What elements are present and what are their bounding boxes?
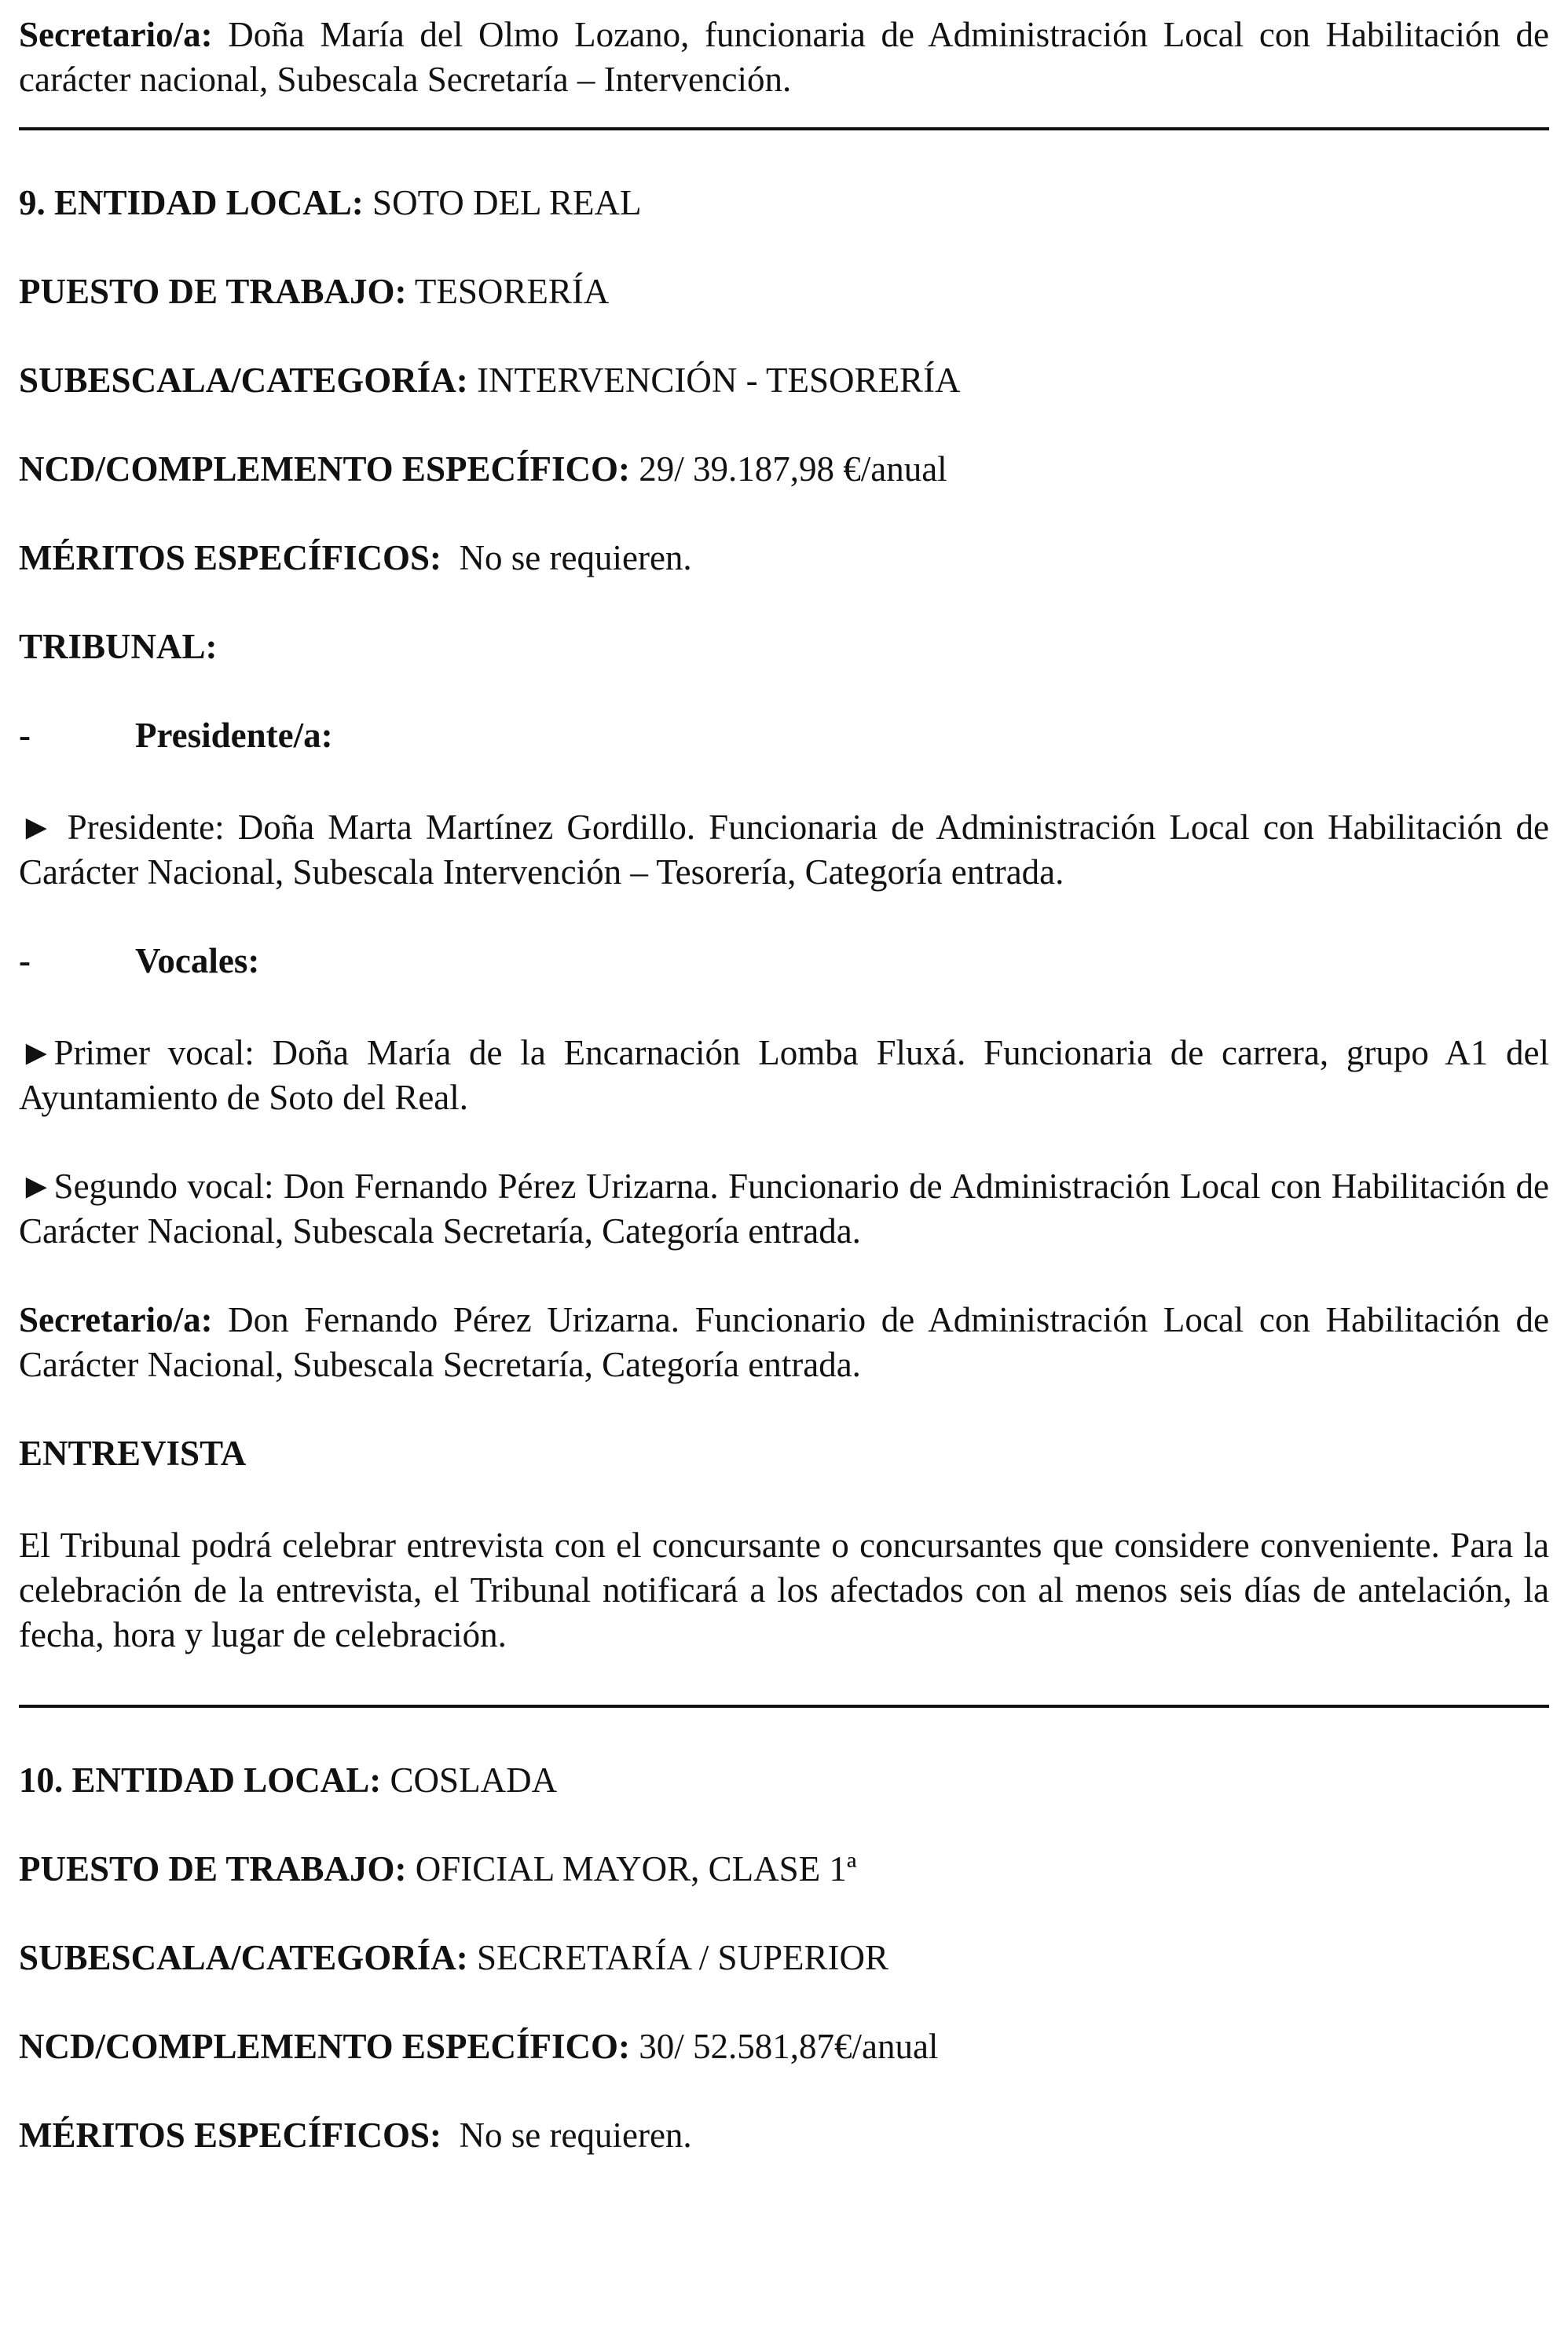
entry10-puesto-label: PUESTO DE TRABAJO: (19, 1849, 407, 1889)
entry9-meritos-label: MÉRITOS ESPECÍFICOS: (19, 538, 442, 577)
list-dash: - (19, 941, 31, 980)
entry10-puesto (19, 1847, 1549, 1892)
top-secretario-paragraph (19, 13, 1549, 102)
top-secretario-label: Secretario/a: (19, 15, 213, 54)
entry9-tribunal-heading (19, 625, 1549, 669)
entry9-subescala (19, 358, 1549, 403)
entry10-entidad-label: 10. ENTIDAD LOCAL: (19, 1760, 382, 1800)
section-divider (19, 127, 1549, 130)
entry9-secretario-paragraph (19, 1298, 1549, 1387)
entry9-presidente-paragraph: ► Presidente: Doña Marta Martínez Gordillo. Funcionaria de Administración Local con Habilitación de Carácter Nacional, Subescala Intervención – Tesorería, Categoría entrada. (19, 808, 1549, 892)
entry10-subescala-value: SECRETARÍA / SUPERIOR (477, 1938, 889, 1977)
entry10-meritos-label: MÉRITOS ESPECÍFICOS: (19, 2116, 442, 2155)
entry10-entidad (19, 1758, 1549, 1803)
entry9-vocales-heading-text: Vocales: (135, 941, 260, 980)
entry9-puesto-value: TESORERÍA (414, 272, 610, 311)
entry9-presidente-heading-text: Presidente/a: (135, 716, 333, 755)
entry10-ncd-label: NCD/COMPLEMENTO ESPECÍFICO: (19, 2027, 630, 2066)
entry9-entidad-value: SOTO DEL REAL (372, 183, 642, 222)
entry9-entrevista-paragraph: El Tribunal podrá celebrar entrevista con el concursante o concursantes que considere conveniente. Para la celebración de la entrevista, el Tribunal notificará a los afectados con al menos seis días de antelación, la fecha, hora y lugar de celebración. (19, 1526, 1549, 1654)
entry10-ncd-value: 30/ 52.581,87€/anual (639, 2027, 939, 2066)
entry9-secretario-label: Secretario/a: (19, 1300, 213, 1339)
entry9-ncd-label: NCD/COMPLEMENTO ESPECÍFICO: (19, 449, 630, 489)
entry9-tribunal-label: TRIBUNAL: (19, 627, 218, 666)
entry10-meritos (19, 2113, 1549, 2158)
entry9-entrevista-heading (19, 1431, 1549, 1476)
entry9-puesto-label: PUESTO DE TRABAJO: (19, 272, 407, 311)
entry9-entrevista-label: ENTREVISTA (19, 1434, 247, 1473)
entry9-vocal1-paragraph: ►Primer vocal: Doña María de la Encarnación Lomba Fluxá. Funcionaria de carrera, grupo A1 del Ayuntamiento de Soto del Real. (19, 1033, 1549, 1117)
entry10-ncd (19, 2024, 1549, 2069)
entry9-entidad-label: 9. ENTIDAD LOCAL: (19, 183, 364, 222)
entry9-vocales-heading (19, 939, 1549, 984)
list-dash: - (19, 716, 31, 755)
document-page (19, 13, 1549, 2158)
entry9-presidente-heading (19, 713, 1549, 758)
entry10-puesto-value: OFICIAL MAYOR, CLASE 1ª (415, 1849, 857, 1889)
entry10-meritos-value: No se requieren. (459, 2116, 692, 2155)
entry9-ncd-value: 29/ 39.187,98 €/anual (639, 449, 947, 489)
entry9-subescala-value: INTERVENCIÓN - TESORERÍA (477, 361, 961, 400)
entry9-meritos (19, 536, 1549, 581)
entry10-entidad-value: COSLADA (390, 1760, 558, 1800)
entry9-subescala-label: SUBESCALA/CATEGORÍA: (19, 361, 468, 400)
entry10-subescala-label: SUBESCALA/CATEGORÍA: (19, 1938, 468, 1977)
entry9-secretario-text: Don Fernando Pérez Urizarna. Funcionario de Administración Local con Habilitación de Carácter Nacional, Subescala Secretaría, Categoría entrada. (19, 1300, 1549, 1384)
section-divider (19, 1705, 1549, 1708)
entry9-ncd (19, 447, 1549, 492)
entry9-entidad (19, 181, 1549, 225)
entry9-puesto (19, 269, 1549, 314)
top-secretario-text: Doña María del Olmo Lozano, funcionaria de Administración Local con Habilitación de carácter nacional, Subescala Secretaría – Intervención. (19, 15, 1550, 99)
entry9-meritos-value: No se requieren. (459, 538, 692, 577)
entry9-vocal2-paragraph: ►Segundo vocal: Don Fernando Pérez Urizarna. Funcionario de Administración Local con Habilitación de Carácter Nacional, Subescala Secretaría, Categoría entrada. (19, 1167, 1549, 1251)
entry10-subescala (19, 1936, 1549, 1980)
